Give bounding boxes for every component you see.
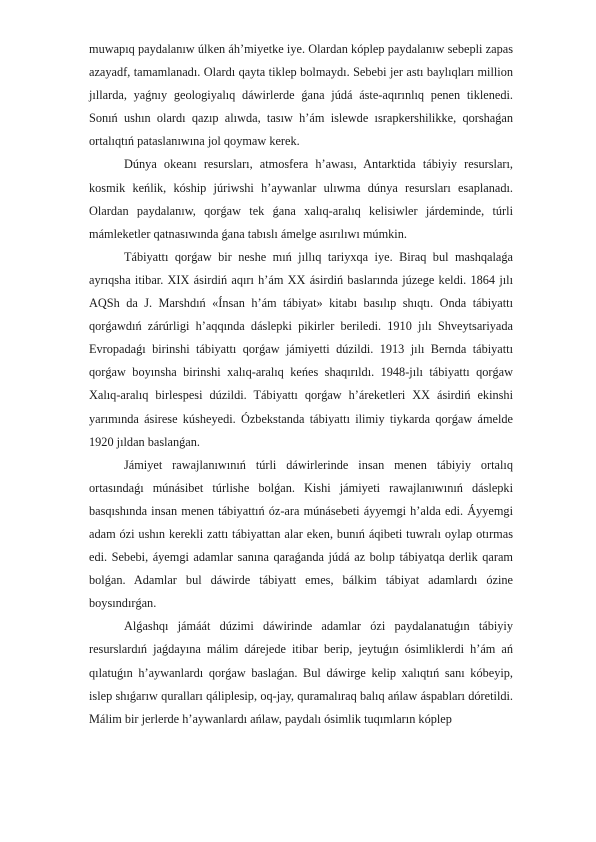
paragraph-primitive-community: Alǵashqı jámáát dúzimi dáwirinde adamlar ózi paydalanatuǵın tábiyiy resurslardıń jaǵdayına málim dárejede itibar berip, jeytuǵın ósimliklerdi h’ám ań qılatuǵın h’aywanlardı qorǵaw baslaǵan. Bul dáwirge kelip xalıqtıń sanı kóbeyip, islep shıǵarıw quralları qáliplesip, oq-jay, quramalıraq balıq ańlaw áspabları dóretildi. Málim bir jerlerde h’aywanlardı ańlaw, paydalı ósimlik tuqımların kóplep [89,619,513,726]
paragraph-world-resources: Dúnya okeanı resursları, atmosfera h’awası, Antarktida tábiyiy resursları, kosmik keńlik, kóship júriwshi h’aywanlar ulıwma dúnya resursları esaplanadı. Olardan paydalanıw, qorǵaw tek ǵana xalıq-aralıq kelisiwler járdeminde, túrli mámleketler qatnasıwında ǵana tabıslı ámelge asırılıwı múmkin. [89,157,513,241]
paragraph-continued: muwapıq paydalanıw úlken áh’miyetke iye. Olardan kóplep paydalanıw sebepli zapas azayadf, tamamlanadı. Olardı qayta tiklep bolmaydı. Sebebi jer astı baylıqları million jıllarda, yaǵnıy geologiyalıq dáwirlerde ǵana júdá áste-aqırınlıq penen tiklenedi. Sonıń ushın olardı qazıp alıwda, tasıw h’ám islewde ısrapkershilikke, qorshaǵan ortalıqtıń pataslanıwına jol qoymaw kerek. [89,42,513,149]
paragraph-nature-protection-history: Tábiyattı qorǵaw bir neshe mıń jıllıq tariyxqa iye. Biraq bul mashqalaǵa ayrıqsha itibar. XIX ásirdiń aqırı h’ám XX ásirdiń baslarında júzege keldi. 1864 jılı AQSh da J. Marshdıń «Ínsan h’ám tábiyat» kitabı basılıp shıqtı. Onda tábiyattı qorǵawdıń zárúrligi h’aqqında dáslepki pikirler beriledi. 1910 jılı Shveytsariyada Evropadaǵı birinshi tábiyattı qorǵaw jámiyetti dúzildi. 1913 jılı Bernda tábiyattı qorǵaw boyınsha birinshi xalıq-aralıq keńes shaqırıldı. 1948-jılı tábiyattı qorǵaw Xalıq-aralıq birlespesi dúzildi. Tábiyattı qorǵaw h’áreketleri XX ásirdiń ekinshi yarımında ásirese kúsheyedi. Ózbekstanda tábiyattı ilimiy tiykarda qorǵaw ámelde 1920 jıldan baslanǵan. [89,249,513,449]
paragraph-society-nature-relations: Jámiyet rawajlanıwınıń túrli dáwirlerinde insan menen tábiyiy ortalıq ortasındaǵı múnásibet túrlishe bolǵan. Kishi jámiyeti rawajlanıwınıń dáslepki basqıshında insan menen tábiyattıń óz-ara múnásebeti áyyemgi h’alda edi. Áyyemgi adam ózi ushın kerekli zattı tábiyattan alar eken, bunıń áqibeti tuwralı oylap otırmas edi. Sebebi, áyemgi adamlar sanına qaraǵanda júdá az bolıp tábiyatqa derlik qaram bolǵan. Adamlar bul dáwirde tábiyatt emes, bálkim tábiyat adamlardı ózine boysındırǵan. [89,457,513,611]
document-page [89,38,513,731]
